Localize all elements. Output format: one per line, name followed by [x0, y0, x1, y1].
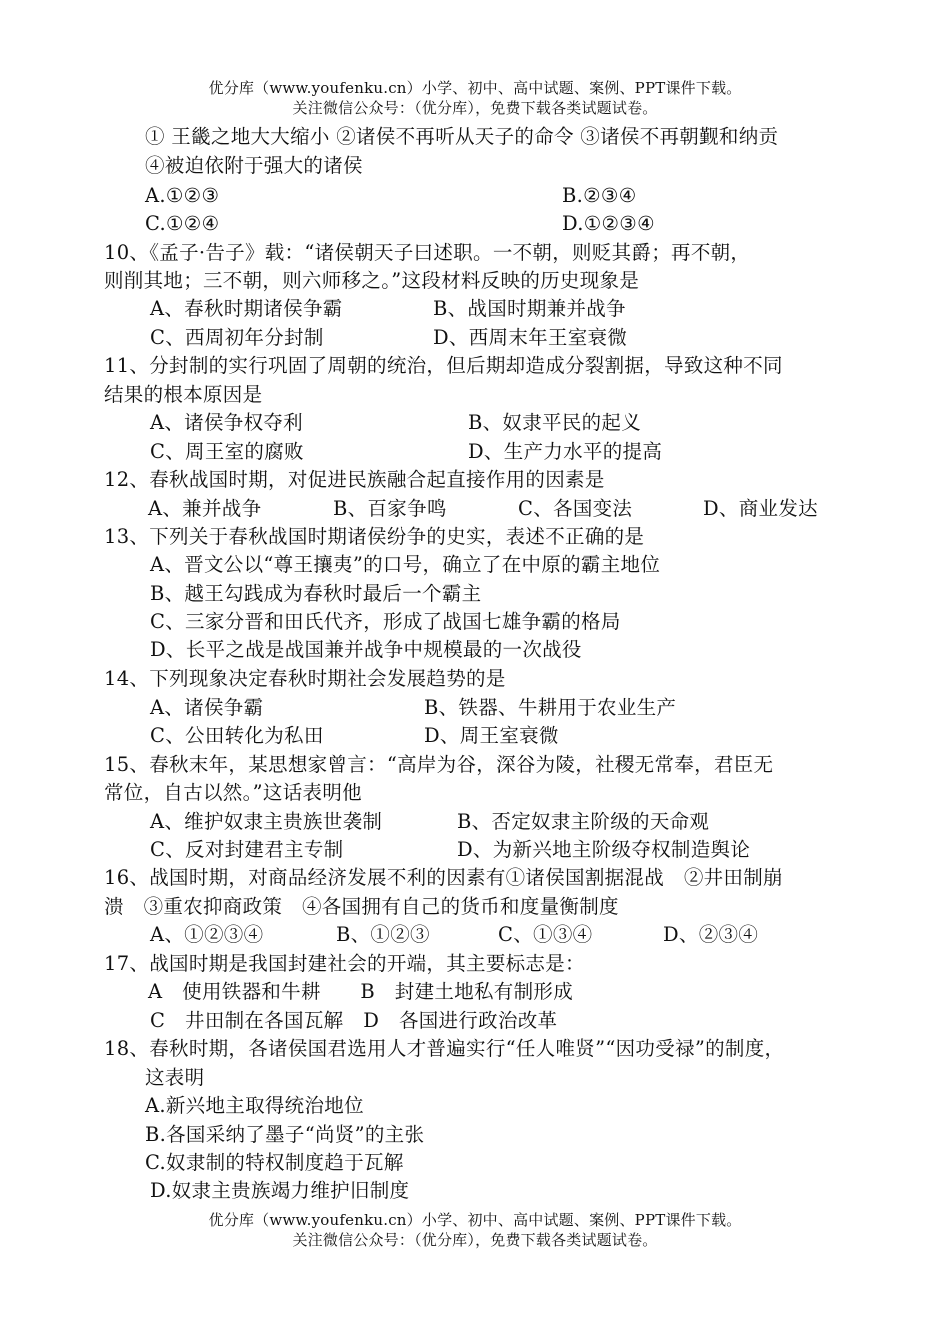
q11-stem-line-2: 结果的根本原因是 — [104, 383, 263, 406]
q12-stem: 12、春秋战国时期，对促进民族融合起直接作用的因素是 — [104, 468, 605, 491]
header-line-2: 关注微信公众号：（优分库），免费下载各类试题试卷。 — [292, 99, 658, 117]
q10-option-b: B、战国时期兼并战争 — [433, 297, 626, 320]
q18-option-d: D.奴隶主贵族竭力维护旧制度 — [150, 1179, 410, 1202]
q10-stem-line-2: 则削其地；三不朝，则六师移之。”这段材料反映的历史现象是 — [104, 269, 640, 292]
q12-option-a: A、兼并战争 — [148, 497, 262, 520]
header-line-1: 优分库（www.youfenku.cn）小学、初中、高中试题、案例、PPT课件下载。 — [208, 79, 742, 97]
q18-stem-line-2: 这表明 — [145, 1066, 205, 1089]
q10-option-d: D、西周末年王室衰微 — [433, 326, 628, 349]
q13-option-c: C、三家分晋和田氏代齐，形成了战国七雄争霸的格局 — [150, 610, 621, 633]
q11-option-a: A、诸侯争权夺利 — [150, 411, 303, 434]
q15-option-d: D、为新兴地主阶级夺权制造舆论 — [457, 838, 751, 861]
q15-option-a: A、维护奴隶主贵族世袭制 — [150, 810, 383, 833]
q16-option-d: D、②③④ — [663, 923, 759, 946]
q16-option-b: B、①②③ — [336, 923, 430, 946]
q17-options-ab: A 使用铁器和牛耕 B 封建土地私有制形成 — [148, 980, 574, 1003]
q15-stem-line-2: 常位，自古以然。”这话表明他 — [104, 781, 362, 804]
q9-items-line-1: ① 王畿之地大大缩小 ②诸侯不再听从天子的命令 ③诸侯不再朝觐和纳贡 — [145, 125, 779, 148]
q14-option-a: A、诸侯争霸 — [150, 696, 264, 719]
q15-stem-line-1: 15、春秋末年，某思想家曾言：“高岸为谷，深谷为陵，社稷无常奉，君臣无 — [104, 753, 774, 776]
q16-stem-line-1: 16、战国时期，对商品经济发展不利的因素有①诸侯国割据混战 ②井田制崩 — [104, 866, 783, 889]
q16-option-a: A、①②③④ — [150, 923, 264, 946]
q9-option-c: C.①②④ — [145, 212, 220, 235]
q18-option-a: A.新兴地主取得统治地位 — [145, 1094, 364, 1117]
q16-option-c: C、①③④ — [498, 923, 593, 946]
q13-option-b: B、越王勾践成为春秋时最后一个霸主 — [150, 582, 482, 605]
q14-option-d: D、周王室衰微 — [424, 724, 559, 747]
q11-option-c: C、周王室的腐败 — [150, 440, 304, 463]
q9-items-line-2: ④被迫依附于强大的诸侯 — [145, 154, 363, 177]
q14-stem: 14、下列现象决定春秋时期社会发展趋势的是 — [104, 667, 506, 690]
q16-stem-line-2: 溃 ③重农抑商政策 ④各国拥有自己的货币和度量衡制度 — [104, 895, 619, 918]
q12-option-d: D、商业发达 — [703, 497, 818, 520]
q11-option-b: B、奴隶平民的起义 — [468, 411, 642, 434]
q9-option-a: A.①②③ — [145, 184, 220, 207]
q11-stem-line-1: 11、分封制的实行巩固了周朝的统治，但后期却造成分裂割据，导致这种不同 — [104, 354, 783, 377]
q14-option-c: C、公田转化为私田 — [150, 724, 324, 747]
q10-option-a: A、春秋时期诸侯争霸 — [150, 297, 343, 320]
q18-option-c: C.奴隶制的特权制度趋于瓦解 — [145, 1151, 404, 1174]
q10-option-c: C、西周初年分封制 — [150, 326, 324, 349]
q10-stem-line-1: 10、《孟子·告子》载：“诸侯朝天子曰述职。一不朝，则贬其爵；再不朝， — [104, 241, 751, 264]
q13-stem: 13、下列关于春秋战国时期诸侯纷争的史实，表述不正确的是 — [104, 525, 645, 548]
q18-option-b: B.各国采纳了墨子“尚贤”的主张 — [145, 1123, 425, 1146]
q13-option-a: A、晋文公以“尊王攘夷”的口号，确立了在中原的霸主地位 — [150, 553, 661, 576]
q15-option-c: C、反对封建君主专制 — [150, 838, 344, 861]
q12-option-b: B、百家争鸣 — [333, 497, 447, 520]
q9-option-d: D.①②③④ — [562, 212, 655, 235]
q12-option-c: C、各国变法 — [518, 497, 633, 520]
q11-option-d: D、生产力水平的提高 — [468, 440, 663, 463]
q9-option-b: B.②③④ — [562, 184, 637, 207]
footer-line-2: 关注微信公众号：（优分库），免费下载各类试题试卷。 — [292, 1231, 658, 1249]
q14-option-b: B、铁器、牛耕用于农业生产 — [424, 696, 677, 719]
q18-stem-line-1: 18、春秋时期，各诸侯国君选用人才普遍实行“任人唯贤”“因功受禄”的制度， — [104, 1037, 785, 1060]
footer-line-1: 优分库（www.youfenku.cn）小学、初中、高中试题、案例、PPT课件下载。 — [208, 1211, 742, 1229]
q13-option-d: D、长平之战是战国兼并战争中规模最的一次战役 — [150, 638, 582, 661]
q17-options-cd: C 井田制在各国瓦解 D 各国进行政治改革 — [150, 1009, 558, 1032]
q17-stem: 17、战国时期是我国封建社会的开端，其主要标志是： — [104, 952, 585, 975]
q15-option-b: B、否定奴隶主阶级的天命观 — [457, 810, 710, 833]
